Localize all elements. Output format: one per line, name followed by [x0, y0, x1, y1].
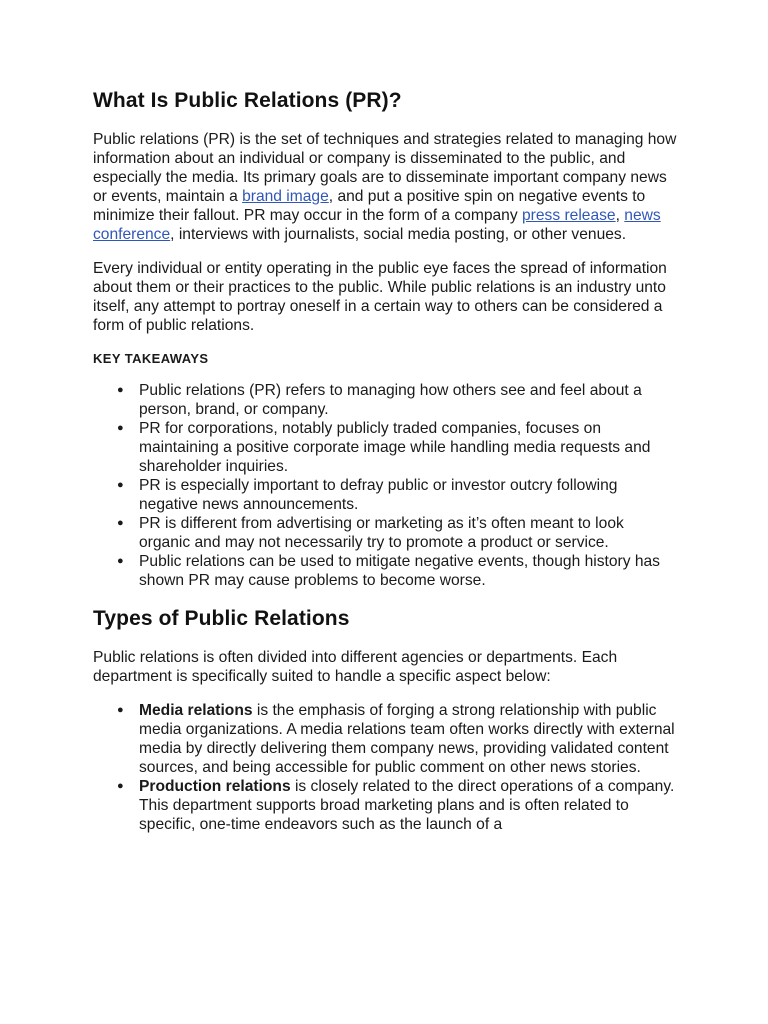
press-release-link[interactable]: press release — [522, 207, 616, 224]
document-page — [93, 86, 678, 834]
intro-text-1: Public relations (PR) is the set of techniques and strategies related to managing how information about an individual or company is disseminated to the public, and especially the media. Its primary goals are to disseminate important company news or events, maintain a — [93, 131, 677, 205]
type-description: is the emphasis of forging a strong relationship with public media organizations. A media relations team often works directly with external media by directly delivering them company news, providing validated content sources, and being accessible for public comment on other news stories. — [139, 702, 675, 776]
bullet-icon: ● — [117, 517, 124, 529]
list-item-text: Public relations (PR) refers to managing how others see and feel about a person, brand, or company. — [139, 382, 642, 418]
bullet-icon: ● — [117, 704, 124, 716]
list-item — [117, 381, 678, 419]
list-item — [117, 419, 678, 476]
bullet-icon: ● — [117, 384, 124, 396]
intro-text-4: , interviews with journalists, social media posting, or other venues. — [170, 226, 627, 243]
list-item-text: PR for corporations, notably publicly traded companies, focuses on maintaining a positive corporate image while handling media requests and shareholder inquiries. — [139, 420, 651, 475]
type-description: is closely related to the direct operations of a company. This department supports broad marketing plans and is often related to specific, one-time endeavors such as the launch of a — [139, 778, 675, 833]
types-list — [93, 701, 678, 834]
list-item — [117, 701, 678, 777]
bullet-icon: ● — [117, 555, 124, 567]
intro-text-2: , and put a positive spin on negative events to minimize their fallout. PR may occur in the form of a company — [93, 188, 646, 224]
bullet-icon: ● — [117, 422, 124, 434]
list-item — [117, 777, 678, 834]
type-term: Media relations — [139, 702, 253, 719]
list-item — [117, 514, 678, 552]
intro-paragraph — [93, 130, 678, 244]
news-conference-link[interactable]: news conference — [93, 207, 661, 243]
list-item-text: PR is different from advertising or marketing as it’s often meant to look organic and may not necessarily try to promote a product or service. — [139, 515, 624, 551]
page-title: What Is Public Relations (PR)? — [93, 89, 402, 112]
key-takeaways-heading: KEY TAKEAWAYS — [93, 351, 209, 366]
key-takeaways-list — [93, 381, 678, 590]
brand-image-link[interactable]: brand image — [242, 188, 329, 205]
body-paragraph-2: Every individual or entity operating in the public eye faces the spread of information about them or their practices to the public. While public relations is an industry unto itself, any attempt to portray oneself in a certain way to others can be considered a form of public relations. — [93, 260, 667, 334]
list-item-text: Public relations can be used to mitigate negative events, though history has shown PR may cause problems to become worse. — [139, 553, 660, 589]
bullet-icon: ● — [117, 479, 124, 491]
intro-text-3: , — [615, 207, 625, 224]
list-item-text: PR is especially important to defray public or investor outcry following negative news announcements. — [139, 477, 618, 513]
list-item — [117, 552, 678, 590]
types-intro-paragraph: Public relations is often divided into different agencies or departments. Each department is specifically suited to handle a specific aspect below: — [93, 649, 618, 685]
bullet-icon: ● — [117, 780, 124, 792]
list-item — [117, 476, 678, 514]
type-term: Production relations — [139, 778, 291, 795]
types-heading: Types of Public Relations — [93, 607, 350, 630]
